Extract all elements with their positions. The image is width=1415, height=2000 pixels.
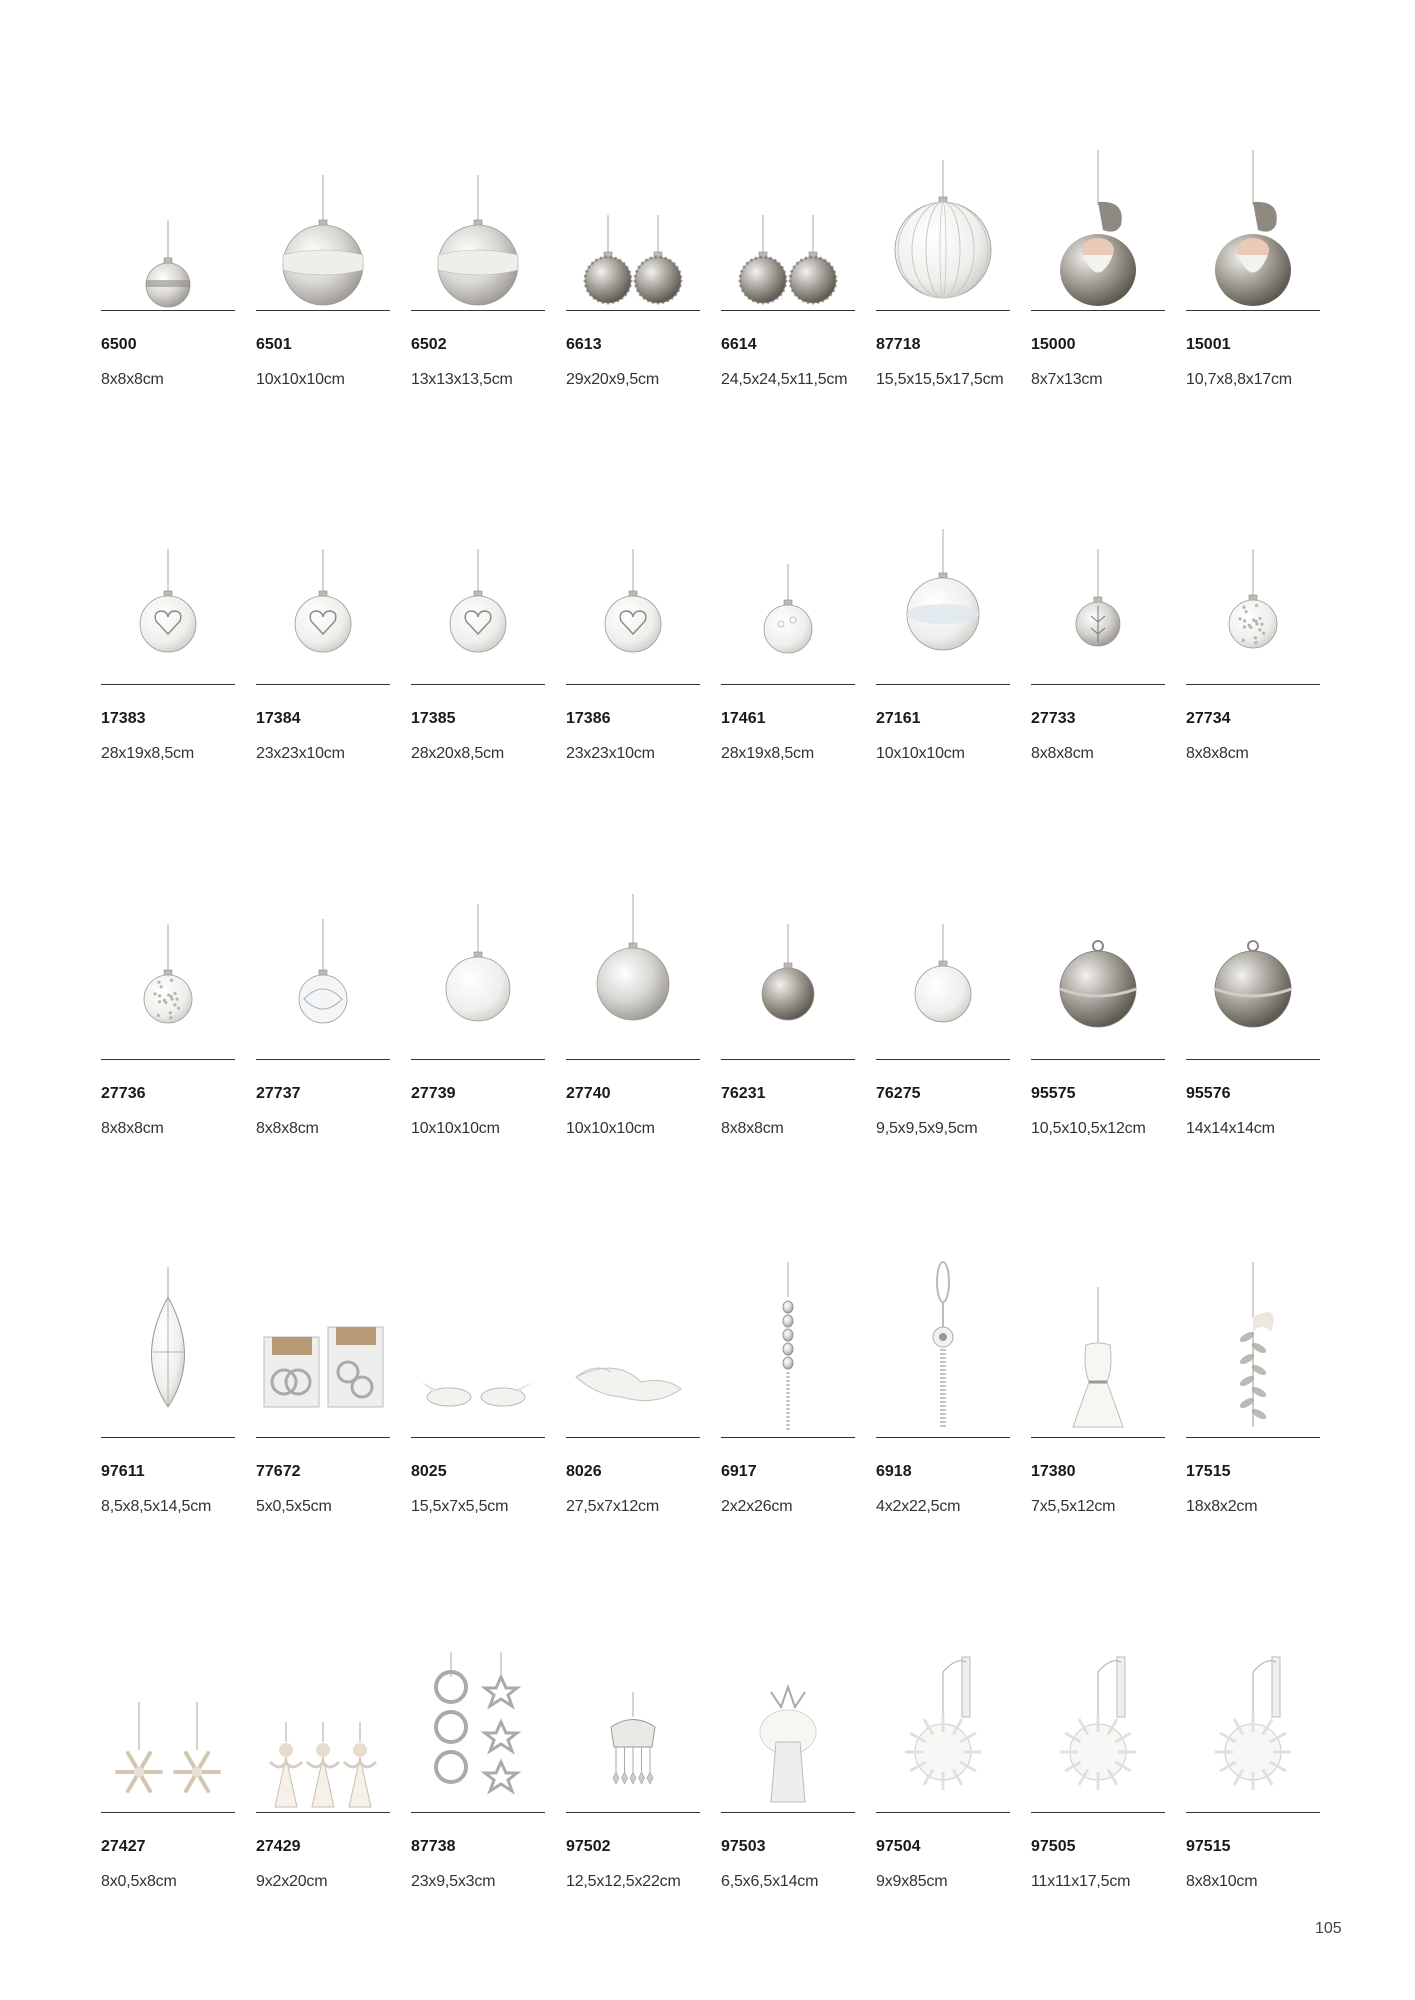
product-code: 27427 <box>101 1838 146 1855</box>
product-code: 27734 <box>1186 710 1231 727</box>
feather-spray-icon <box>1186 1257 1320 1437</box>
product-code: 97515 <box>1186 1838 1231 1855</box>
product-image <box>1031 879 1165 1059</box>
product-image <box>256 504 390 684</box>
product-dimensions: 9x2x20cm <box>256 1873 328 1890</box>
glitter-band-ball-icon <box>411 130 545 310</box>
divider-line <box>256 684 390 685</box>
product-code: 97611 <box>101 1463 145 1480</box>
product-image <box>721 1632 855 1812</box>
product-cell <box>566 1632 700 1972</box>
product-image <box>566 1257 700 1437</box>
divider-line <box>721 1059 855 1060</box>
product-dimensions: 8x8x8cm <box>1031 745 1094 762</box>
product-code: 27161 <box>876 710 921 727</box>
feather-bird-icon <box>566 1257 700 1437</box>
divider-line <box>876 1059 1010 1060</box>
heart-ball-icon <box>256 504 390 684</box>
divider-line <box>1186 1812 1320 1813</box>
product-image <box>411 130 545 310</box>
feather-ball-icon <box>1186 1632 1320 1812</box>
product-dimensions: 18x8x2cm <box>1186 1498 1258 1515</box>
divider-line <box>256 1437 390 1438</box>
divider-line <box>101 1059 235 1060</box>
product-code: 95576 <box>1186 1085 1231 1102</box>
product-dimensions: 13x13x13,5cm <box>411 371 513 388</box>
product-code: 27737 <box>256 1085 301 1102</box>
product-cell <box>256 1632 390 1972</box>
product-code: 87738 <box>411 1838 456 1855</box>
product-dimensions: 27,5x7x12cm <box>566 1498 659 1515</box>
product-code: 87718 <box>876 336 921 353</box>
product-dimensions: 14x14x14cm <box>1186 1120 1275 1137</box>
divider-line <box>721 1437 855 1438</box>
divider-line <box>721 1812 855 1813</box>
product-dimensions: 5x0,5x5cm <box>256 1498 332 1515</box>
product-cell <box>1186 1632 1320 1972</box>
beaded-icicle-icon <box>721 1257 855 1437</box>
feather-ball-icon <box>876 1632 1010 1812</box>
product-image <box>876 879 1010 1059</box>
product-code: 97505 <box>1031 1838 1076 1855</box>
product-image <box>566 504 700 684</box>
angel-trio-icon <box>256 1632 390 1812</box>
product-dimensions: 7x5,5x12cm <box>1031 1498 1116 1515</box>
product-dimensions: 23x23x10cm <box>566 745 655 762</box>
product-image <box>101 1257 235 1437</box>
product-dimensions: 8x8x8cm <box>256 1120 319 1137</box>
divider-line <box>411 684 545 685</box>
product-code: 27429 <box>256 1838 301 1855</box>
product-image <box>101 504 235 684</box>
product-code: 97502 <box>566 1838 611 1855</box>
gnome-ornament-icon <box>1186 130 1320 310</box>
heart-ball-icon <box>411 504 545 684</box>
divider-line <box>256 1059 390 1060</box>
product-dimensions: 8x7x13cm <box>1031 371 1103 388</box>
product-image <box>411 504 545 684</box>
product-row <box>0 1127 1415 1515</box>
product-image <box>566 879 700 1059</box>
product-row <box>0 0 1415 388</box>
divider-line <box>101 1437 235 1438</box>
product-code: 95575 <box>1031 1085 1076 1102</box>
product-image <box>876 1257 1010 1437</box>
product-code: 6500 <box>101 336 137 353</box>
product-cell <box>876 1632 1010 1972</box>
product-dimensions: 8x8x8cm <box>101 371 164 388</box>
beaded-ball-pair-icon <box>566 130 700 310</box>
ribbed-glass-ball-icon <box>876 130 1010 310</box>
product-code: 27740 <box>566 1085 611 1102</box>
pearl-ball-icon <box>721 504 855 684</box>
product-image <box>256 130 390 310</box>
product-dimensions: 8x8x8cm <box>1186 745 1249 762</box>
gnome-ornament-icon <box>1031 130 1165 310</box>
product-image <box>876 1632 1010 1812</box>
product-dimensions: 8x8x8cm <box>101 1120 164 1137</box>
product-code: 8025 <box>411 1463 447 1480</box>
product-dimensions: 23x23x10cm <box>256 745 345 762</box>
product-code: 97503 <box>721 1838 766 1855</box>
product-dimensions: 10x10x10cm <box>566 1120 655 1137</box>
dress-form-icon <box>1031 1257 1165 1437</box>
product-dimensions: 8x8x8cm <box>721 1120 784 1137</box>
product-code: 17385 <box>411 710 456 727</box>
divider-line <box>1186 1437 1320 1438</box>
mercury-ball-icon <box>721 879 855 1059</box>
product-code: 15001 <box>1186 336 1231 353</box>
divider-line <box>1031 1059 1165 1060</box>
divider-line <box>721 310 855 311</box>
product-code: 6917 <box>721 1463 757 1480</box>
product-image <box>1031 130 1165 310</box>
product-code: 76231 <box>721 1085 766 1102</box>
product-dimensions: 28x20x8,5cm <box>411 745 504 762</box>
product-image <box>721 1257 855 1437</box>
divider-line <box>566 1812 700 1813</box>
divider-line <box>566 684 700 685</box>
ring-and-star-garland-icon <box>411 1632 545 1812</box>
product-image <box>101 130 235 310</box>
product-dimensions: 8x8x10cm <box>1186 1873 1258 1890</box>
product-image <box>1031 1632 1165 1812</box>
product-code: 27733 <box>1031 710 1076 727</box>
product-image <box>876 130 1010 310</box>
product-dimensions: 11x11x17,5cm <box>1031 1873 1131 1890</box>
product-code: 17383 <box>101 710 146 727</box>
chandelier-icon <box>566 1632 700 1812</box>
product-image <box>721 504 855 684</box>
product-dimensions: 10x10x10cm <box>256 371 345 388</box>
product-code: 17384 <box>256 710 301 727</box>
silver-bell-ball-icon <box>1186 879 1320 1059</box>
product-code: 27736 <box>101 1085 146 1102</box>
product-cell <box>411 1632 545 1972</box>
heart-ball-icon <box>101 504 235 684</box>
product-code: 6918 <box>876 1463 912 1480</box>
product-code: 17461 <box>721 710 766 727</box>
product-dimensions: 10,5x10,5x12cm <box>1031 1120 1146 1137</box>
divider-line <box>876 310 1010 311</box>
divider-line <box>721 684 855 685</box>
divider-line <box>411 1437 545 1438</box>
matte-white-ball-icon <box>411 879 545 1059</box>
product-image <box>1186 879 1320 1059</box>
product-image <box>101 1632 235 1812</box>
iridescent-ball-icon <box>876 504 1010 684</box>
silver-bell-ball-icon <box>1031 879 1165 1059</box>
product-dimensions: 8,5x8,5x14,5cm <box>101 1498 212 1515</box>
divider-line <box>256 1812 390 1813</box>
product-cell <box>101 1632 235 1972</box>
product-dimensions: 28x19x8,5cm <box>101 745 194 762</box>
flower-tassel-icon <box>876 1257 1010 1437</box>
page-number: 105 <box>1315 1920 1342 1937</box>
feather-ball-icon <box>1031 1632 1165 1812</box>
divider-line <box>411 1059 545 1060</box>
product-dimensions: 2x2x26cm <box>721 1498 793 1515</box>
divider-line <box>411 1812 545 1813</box>
product-image <box>1186 504 1320 684</box>
product-code: 77672 <box>256 1463 301 1480</box>
divider-line <box>566 1059 700 1060</box>
product-code: 97504 <box>876 1838 921 1855</box>
product-image <box>256 1632 390 1812</box>
product-cell <box>721 1632 855 1972</box>
divider-line <box>101 684 235 685</box>
product-image <box>876 504 1010 684</box>
product-dimensions: 29x20x9,5cm <box>566 371 659 388</box>
product-dimensions: 4x2x22,5cm <box>876 1498 961 1515</box>
glitter-band-ball-icon <box>256 130 390 310</box>
product-image <box>411 879 545 1059</box>
product-image <box>411 1632 545 1812</box>
snowflake-pair-icon <box>101 1632 235 1812</box>
product-dimensions: 8x0,5x8cm <box>101 1873 177 1890</box>
divider-line <box>566 310 700 311</box>
product-dimensions: 9x9x85cm <box>876 1873 948 1890</box>
divider-line <box>876 1812 1010 1813</box>
divider-line <box>411 310 545 311</box>
divider-line <box>566 1437 700 1438</box>
product-image <box>256 879 390 1059</box>
product-image <box>566 1632 700 1812</box>
product-dimensions: 24,5x24,5x11,5cm <box>721 371 848 388</box>
divider-line <box>1031 684 1165 685</box>
divider-line <box>1186 310 1320 311</box>
matte-grey-ball-icon <box>566 879 700 1059</box>
product-image <box>1186 130 1320 310</box>
product-code: 6501 <box>256 336 292 353</box>
product-dimensions: 12,5x12,5x22cm <box>566 1873 681 1890</box>
divider-line <box>101 310 235 311</box>
product-dimensions: 6,5x6,5x14cm <box>721 1873 819 1890</box>
clear-pattern-ball-icon <box>256 879 390 1059</box>
divider-line <box>1031 1812 1165 1813</box>
product-dimensions: 23x9,5x3cm <box>411 1873 496 1890</box>
dotted-ball-icon <box>1186 504 1320 684</box>
product-code: 15000 <box>1031 336 1076 353</box>
product-code: 8026 <box>566 1463 602 1480</box>
product-code: 6502 <box>411 336 447 353</box>
product-code: 27739 <box>411 1085 456 1102</box>
product-image <box>101 879 235 1059</box>
lace-ball-icon <box>101 879 235 1059</box>
divider-line <box>1031 310 1165 311</box>
divider-line <box>101 1812 235 1813</box>
heart-ball-icon <box>566 504 700 684</box>
clip-bird-pair-icon <box>411 1257 545 1437</box>
product-dimensions: 15,5x15,5x17,5cm <box>876 371 1004 388</box>
product-code: 17380 <box>1031 1463 1076 1480</box>
product-dimensions: 10,7x8,8x17cm <box>1186 371 1292 388</box>
product-image <box>566 130 700 310</box>
product-image <box>1186 1632 1320 1812</box>
divider-line <box>256 310 390 311</box>
product-dimensions: 10x10x10cm <box>411 1120 500 1137</box>
product-cell <box>1031 1632 1165 1972</box>
divider-line <box>1031 1437 1165 1438</box>
product-row <box>0 749 1415 1137</box>
white-ball-icon <box>876 879 1010 1059</box>
product-dimensions: 10x10x10cm <box>876 745 965 762</box>
product-dimensions: 15,5x7x5,5cm <box>411 1498 509 1515</box>
small-silver-ball-icon <box>101 130 235 310</box>
product-code: 17515 <box>1186 1463 1231 1480</box>
product-image <box>721 130 855 310</box>
beaded-ball-pair-icon <box>721 130 855 310</box>
divider-line <box>876 684 1010 685</box>
product-code: 76275 <box>876 1085 921 1102</box>
product-dimensions: 9,5x9,5x9,5cm <box>876 1120 978 1137</box>
leaf-pattern-ball-icon <box>1031 504 1165 684</box>
divider-line <box>876 1437 1010 1438</box>
divider-line <box>1186 1059 1320 1060</box>
divider-line <box>1186 684 1320 685</box>
feather-bell-icon <box>721 1632 855 1812</box>
product-code: 6613 <box>566 336 602 353</box>
product-row <box>0 374 1415 762</box>
product-dimensions: 28x19x8,5cm <box>721 745 814 762</box>
product-row <box>0 1502 1415 1890</box>
product-image <box>1031 1257 1165 1437</box>
glass-drop-icon <box>101 1257 235 1437</box>
packaged-rings-icon <box>256 1257 390 1437</box>
product-image <box>411 1257 545 1437</box>
product-image <box>256 1257 390 1437</box>
product-image <box>721 879 855 1059</box>
product-code: 17386 <box>566 710 611 727</box>
product-code: 6614 <box>721 336 757 353</box>
product-image <box>1186 1257 1320 1437</box>
product-image <box>1031 504 1165 684</box>
